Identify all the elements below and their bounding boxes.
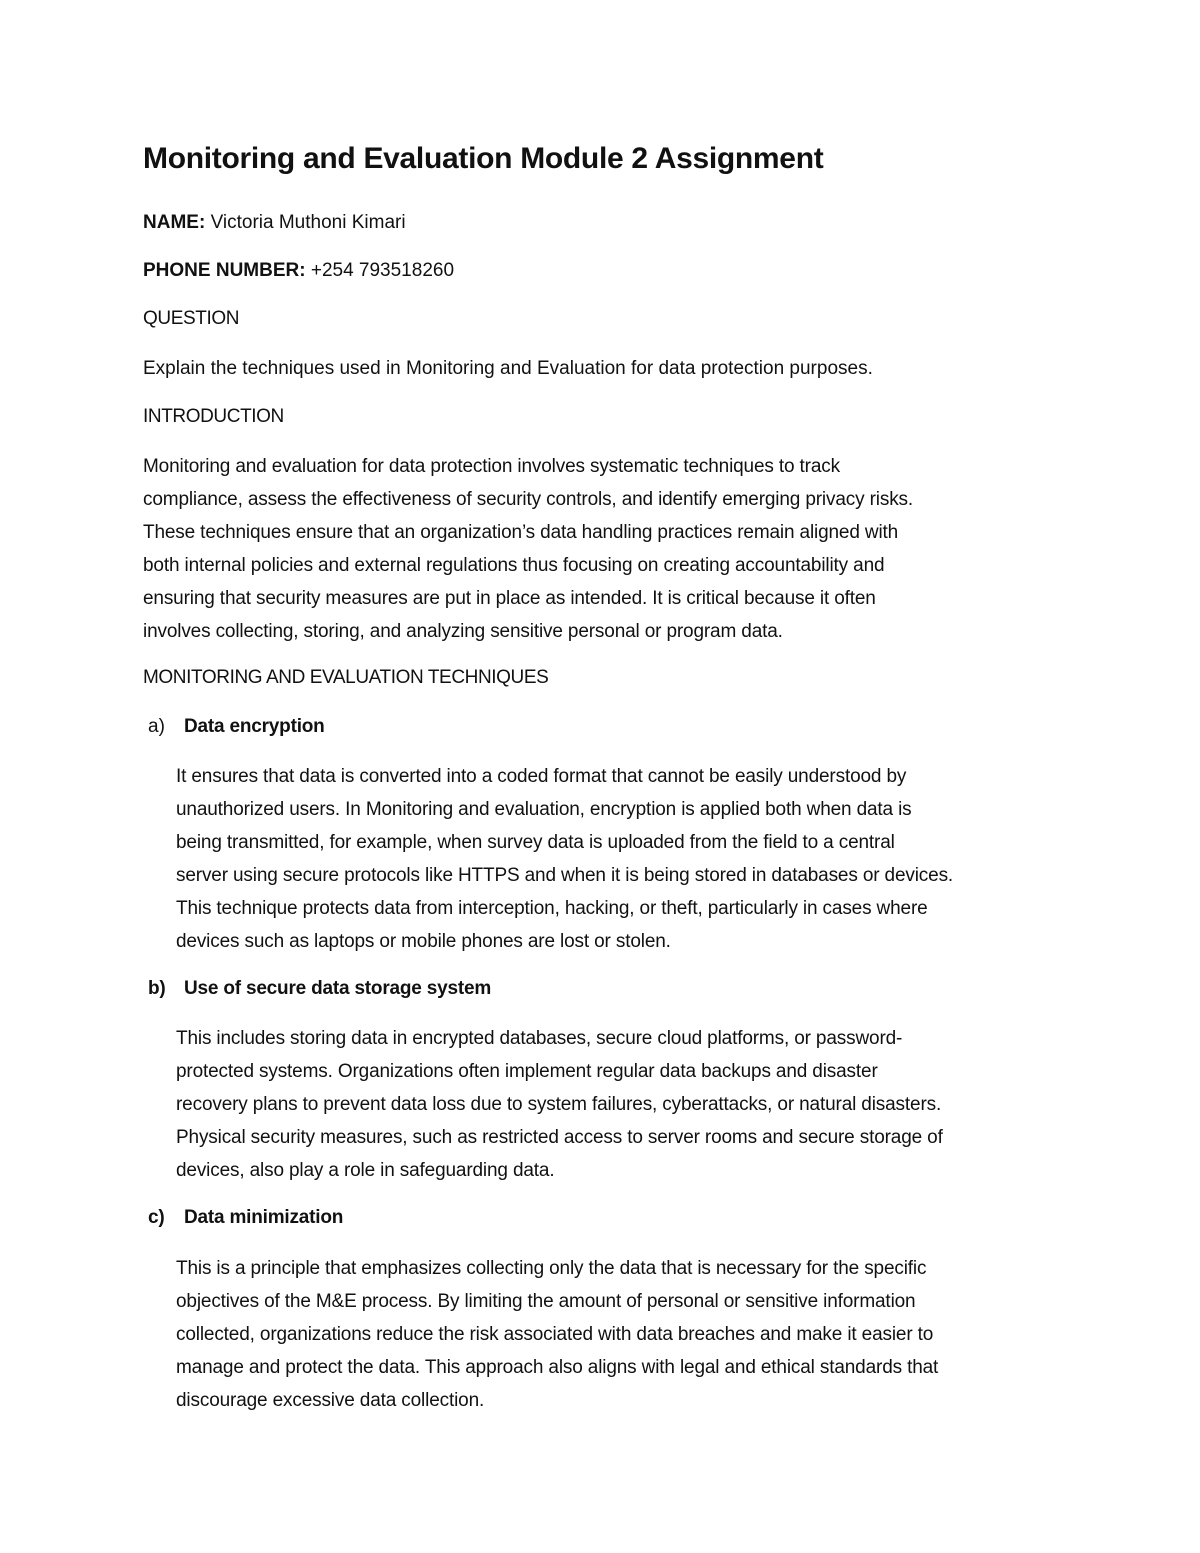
paragraph-line: recovery plans to prevent data loss due to system failures, cyberattacks, or natural disasters.: [176, 1094, 942, 1115]
paragraph-line: devices such as laptops or mobile phones are lost or stolen.: [176, 931, 671, 952]
technique-paragraph-encryption: [176, 760, 953, 958]
phone-label: PHONE NUMBER:: [143, 260, 306, 281]
technique-paragraph-storage: [176, 1022, 943, 1187]
paragraph-line: involves collecting, storing, and analyzing sensitive personal or program data.: [143, 621, 783, 642]
paragraph-line: objectives of the M&E process. By limiting the amount of personal or sensitive information: [176, 1291, 916, 1312]
paragraph-line: both internal policies and external regulations thus focusing on creating accountability and: [143, 555, 885, 576]
paragraph-line: This is a principle that emphasizes collecting only the data that is necessary for the specific: [176, 1258, 927, 1279]
paragraph-line: This includes storing data in encrypted databases, secure cloud platforms, or password-: [176, 1028, 903, 1049]
paragraph-line: collected, organizations reduce the risk associated with data breaches and make it easier to: [176, 1324, 934, 1345]
technique-title: Data minimization: [184, 1207, 344, 1228]
paragraph-line: manage and protect the data. This approach also aligns with legal and ethical standards that: [176, 1357, 939, 1378]
list-marker: c): [148, 1207, 165, 1228]
introduction-heading: INTRODUCTION: [143, 406, 284, 427]
phone-value: +254 793518260: [310, 260, 455, 281]
paragraph-line: protected systems. Organizations often implement regular data backups and disaster: [176, 1061, 878, 1082]
paragraph-line: These techniques ensure that an organization’s data handling practices remain aligned with: [143, 522, 899, 543]
paragraph-line: being transmitted, for example, when survey data is uploaded from the field to a central: [176, 832, 895, 853]
technique-heading-minimization: [148, 1205, 343, 1231]
paragraph-line: discourage excessive data collection.: [176, 1390, 485, 1411]
technique-title: Use of secure data storage system: [184, 978, 492, 999]
name-line: [143, 210, 406, 236]
phone-line: [143, 258, 454, 284]
name-value: Victoria Muthoni Kimari: [210, 212, 406, 233]
document-title: Monitoring and Evaluation Module 2 Assignment: [143, 142, 824, 175]
paragraph-line: devices, also play a role in safeguarding data.: [176, 1160, 555, 1181]
paragraph-line: unauthorized users. In Monitoring and evaluation, encryption is applied both when data is: [176, 799, 912, 820]
question-heading: QUESTION: [143, 308, 240, 329]
list-marker: a): [148, 716, 165, 737]
technique-title: Data encryption: [184, 716, 325, 737]
paragraph-line: It ensures that data is converted into a coded format that cannot be easily understood by: [176, 766, 907, 787]
paragraph-line: compliance, assess the effectiveness of security controls, and identify emerging privacy risks.: [143, 489, 914, 510]
technique-heading-storage: [148, 976, 491, 1002]
name-label: NAME:: [143, 212, 206, 233]
list-marker: b): [148, 978, 166, 999]
technique-paragraph-minimization: [176, 1252, 938, 1417]
techniques-heading: MONITORING AND EVALUATION TECHNIQUES: [143, 667, 549, 688]
paragraph-line: server using secure protocols like HTTPS and when it is being stored in databases or devices.: [176, 865, 954, 886]
introduction-paragraph: [143, 450, 913, 648]
paragraph-line: This technique protects data from interception, hacking, or theft, particularly in cases where: [176, 898, 928, 919]
paragraph-line: Monitoring and evaluation for data protection involves systematic techniques to track: [143, 456, 840, 477]
question-text: Explain the techniques used in Monitoring and Evaluation for data protection purposes.: [143, 358, 873, 379]
paragraph-line: ensuring that security measures are put in place as intended. It is critical because it often: [143, 588, 876, 609]
paragraph-line: Physical security measures, such as restricted access to server rooms and secure storage of: [176, 1127, 943, 1148]
technique-heading-encryption: [148, 714, 325, 740]
